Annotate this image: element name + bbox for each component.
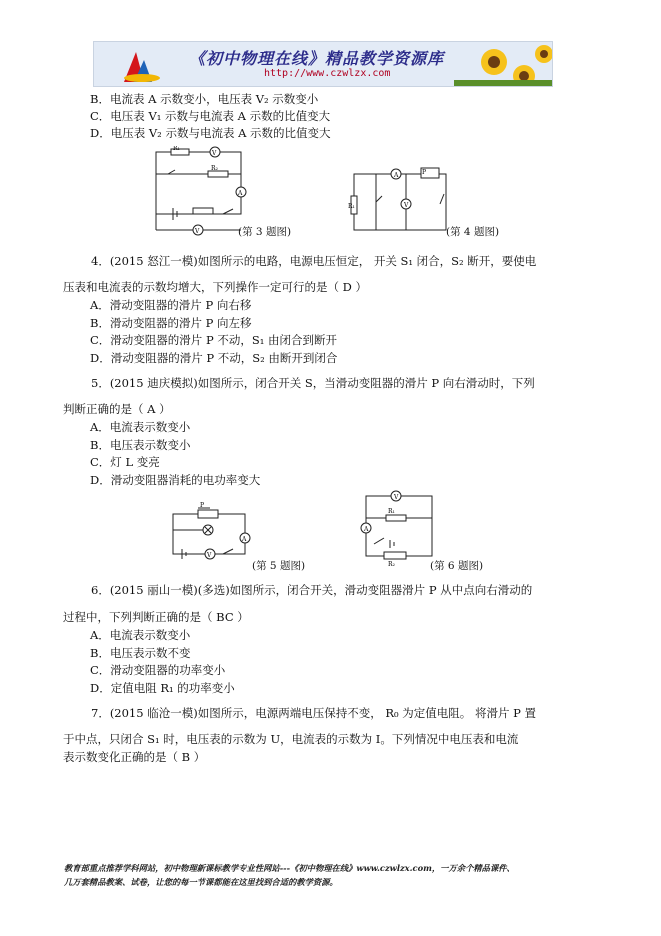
header-banner [93, 41, 553, 87]
svg-text:V: V [195, 228, 200, 235]
q4-option-a: A．滑动变阻器的滑片 P 向右移 [90, 298, 252, 312]
svg-text:R₂: R₂ [388, 561, 395, 568]
svg-text:V: V [207, 552, 212, 559]
q6-option-d: D．定值电阻 R₁ 的功率变小 [90, 681, 235, 695]
q4-stem-line2: 压表和电流表的示数均增大，下列操作一定可行的是（ D ） [63, 280, 368, 294]
footer-line2: 几万套精品教案、试卷，让您的每一节课都能在这里找到合适的教学资源。 [64, 877, 338, 887]
banner-url: http://www.czwlzx.com [264, 68, 391, 79]
svg-text:R₁: R₁ [348, 203, 355, 210]
caption-fig6: (第 6 题图) [430, 560, 484, 572]
q4-stem-line1: 4．(2015 怒江一模)如图所示的电路，电源电压恒定， 开关 S₁ 闭合，S₂ 断开，要使电 [91, 254, 537, 268]
circuit-diagram-fig4 [346, 164, 456, 238]
svg-text:R₁: R₁ [388, 508, 395, 515]
circuit-diagram-fig5 [168, 500, 258, 566]
q5-option-c: C．灯 L 变亮 [90, 455, 160, 469]
q5-option-a: A．电流表示数变小 [90, 420, 191, 434]
q7-stem-line1: 7．(2015 临沧一模)如图所示，电源两端电压保持不变， R₀ 为定值电阻。 将滑片 P 置 [91, 706, 536, 720]
caption-fig4: (第 4 题图) [446, 226, 500, 238]
svg-text:V: V [404, 202, 409, 209]
q5-option-d: D．滑动变阻器消耗的电功率变大 [90, 473, 261, 487]
q7-stem-line3: 表示数变化正确的是（ B ） [63, 750, 206, 764]
banner-title: 《初中物理在线》精品教学资源库 [189, 49, 445, 68]
svg-text:V: V [212, 150, 217, 157]
footer-line1: 教育部重点推荐学科网站，初中物理新课标教学专业性网站---《初中物理在线》www.czwlzx.com，一万余个精品课件、 [64, 863, 515, 873]
caption-fig5: (第 5 题图) [252, 560, 306, 572]
caption-fig3: (第 3 题图) [238, 226, 292, 238]
svg-text:V: V [394, 494, 399, 501]
svg-text:A: A [242, 536, 247, 543]
q6-option-b: B．电压表示数不变 [90, 646, 191, 660]
q5-option-b: B．电压表示数变小 [90, 438, 191, 452]
q6-option-a: A．电流表示数变小 [90, 628, 191, 642]
q6-option-c: C．滑动变阻器的功率变小 [90, 663, 226, 677]
q5-stem-line1: 5．(2015 迪庆模拟)如图所示，闭合开关 S，当滑动变阻器的滑片 P 向右滑动时，下列 [91, 376, 535, 390]
q6-stem-line1: 6．(2015 丽山一模)(多选)如图所示，闭合开关，滑动变阻器滑片 P 从中点向右滑动的 [91, 583, 533, 597]
svg-text:A: A [238, 190, 243, 197]
q4-option-d: D．滑动变阻器的滑片 P 不动，S₂ 由断开到闭合 [90, 351, 338, 365]
q4-option-b: B．滑动变阻器的滑片 P 向左移 [90, 316, 252, 330]
q3-option-b: B．电流表 A 示数变小，电压表 V₂ 示数变小 [90, 92, 319, 106]
svg-text:P: P [200, 502, 205, 509]
q3-option-d: D．电压表 V₂ 示数与电流表 A 示数的比值变大 [90, 126, 331, 140]
q5-stem-line2: 判断正确的是（ A ） [63, 402, 171, 416]
q6-stem-line2: 过程中，下列判断正确的是（ BC ） [63, 610, 249, 624]
svg-text:P: P [422, 169, 427, 176]
q4-option-c: C．滑动变阻器的滑片 P 不动，S₁ 由闭合到断开 [90, 333, 337, 347]
svg-text:R₁: R₁ [173, 146, 180, 152]
svg-text:R₂: R₂ [211, 165, 218, 172]
svg-text:A: A [364, 526, 369, 533]
svg-text:A: A [394, 172, 399, 179]
q3-option-c: C．电压表 V₁ 示数与电流表 A 示数的比值变大 [90, 109, 331, 123]
circuit-diagram-fig6 [360, 486, 440, 568]
q7-stem-line2: 于中点，只闭合 S₁ 时，电压表的示数为 U，电流表的示数为 I。下列情况中电压表和电流 [63, 732, 519, 746]
